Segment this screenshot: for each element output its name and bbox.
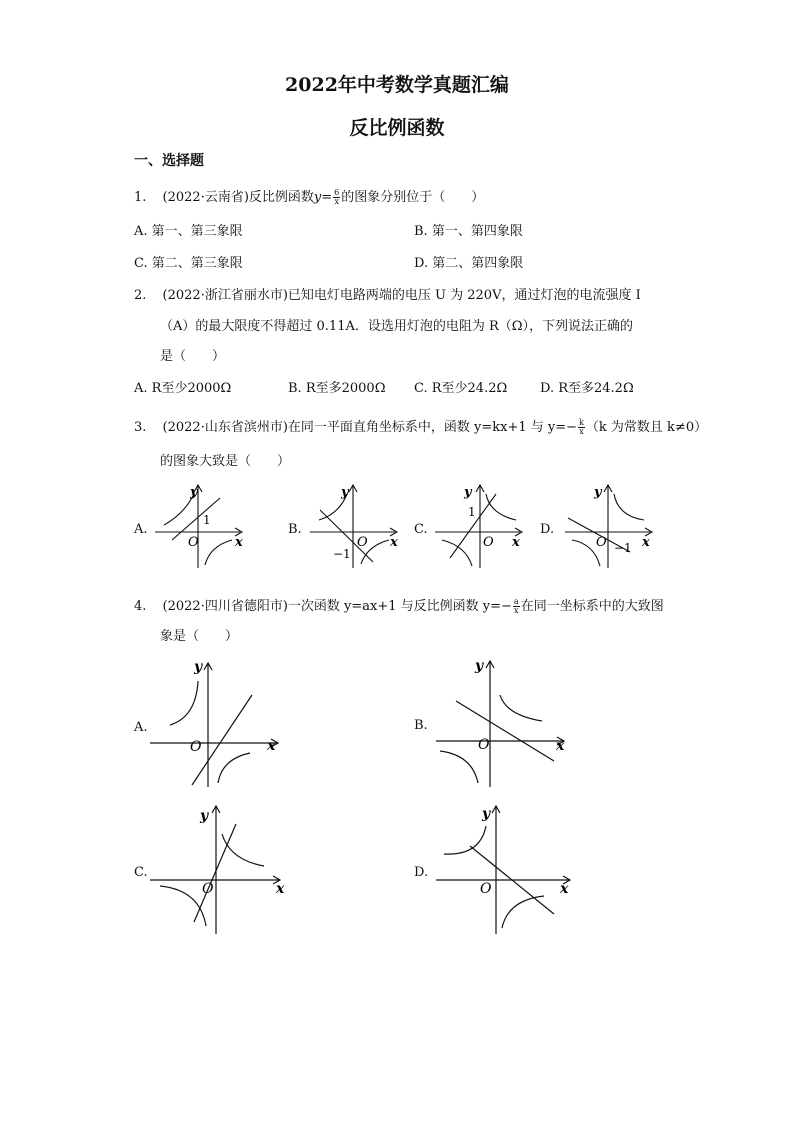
hyperbola-lower	[160, 886, 206, 926]
q3-frac-num: k	[579, 418, 584, 427]
q1-fraction	[333, 189, 340, 206]
y-label: y	[594, 485, 602, 500]
q3-option-c-label[interactable]: C.	[414, 522, 428, 537]
q1-frac-den: x	[334, 197, 339, 206]
q3-fraction	[578, 419, 585, 436]
q1-number: 1.	[134, 190, 147, 205]
hyperbola-upper	[222, 834, 264, 866]
q3-graph-c[interactable]	[430, 480, 530, 570]
hyperbola-lower	[440, 751, 478, 783]
q2-text-1: (2022·浙江省丽水市)已知电灯电路两端的电压 U 为 220V，通过灯泡的电流强度 I	[162, 288, 641, 303]
y-label: y	[190, 485, 198, 500]
origin-label: O	[188, 535, 199, 550]
q3-graph-a[interactable]	[150, 480, 250, 570]
hyperbola-lower	[442, 540, 472, 566]
x-label: x	[642, 535, 650, 550]
q2-line-3: 是（ ）	[160, 349, 226, 364]
intercept-label: 1	[468, 505, 476, 519]
q3-text-pre: (2022·山东省滨州市)在同一平面直角坐标系中，函数 y=kx+1 与 y=−	[162, 420, 578, 435]
q1-option-d[interactable]: D. 第二、第四象限	[414, 256, 524, 271]
origin-label: O	[190, 739, 202, 755]
q4-graph-c[interactable]	[150, 800, 290, 940]
hyperbola-upper	[486, 494, 516, 520]
q4-option-c-label[interactable]: C.	[134, 865, 148, 880]
q1-option-b[interactable]: B. 第一、第四象限	[414, 224, 523, 239]
origin-label: O	[480, 881, 492, 897]
q4-frac-num: a	[513, 597, 519, 606]
page-subtitle: 反比例函数	[349, 117, 445, 139]
y-label: y	[464, 485, 472, 500]
q4-option-d-label[interactable]: D.	[414, 865, 429, 880]
q4-text-post: 在同一坐标系中的大致图	[520, 599, 664, 614]
q2-option-c[interactable]: C. R至少24.2Ω	[414, 381, 508, 396]
q2-option-d[interactable]: D. R至多24.2Ω	[540, 381, 634, 396]
intercept-label: 1	[203, 513, 211, 527]
q4-option-a-label[interactable]: A.	[134, 720, 148, 735]
origin-label: O	[596, 535, 607, 550]
x-label: x	[390, 535, 398, 550]
q3-number: 3.	[134, 420, 147, 435]
hyperbola-lower	[218, 753, 250, 783]
q1-source: (2022·云南省)反比例函数	[162, 190, 314, 205]
q2-line-2: （A）的最大限度不得超过 0.11A．设选用灯泡的电阻为 R（Ω），下列说法正确的	[160, 319, 634, 334]
q3-graph-d[interactable]	[560, 480, 660, 570]
y-label: y	[194, 659, 203, 675]
hyperbola-lower	[205, 540, 232, 565]
q4-graph-a[interactable]	[150, 655, 290, 790]
q2-option-a[interactable]: A. R至少2000Ω	[134, 381, 232, 396]
y-label: y	[200, 808, 209, 824]
origin-label: O	[478, 737, 490, 753]
y-label: y	[341, 485, 349, 500]
q3-line-1	[134, 419, 707, 436]
q2-option-b[interactable]: B. R至多2000Ω	[288, 381, 386, 396]
q1-option-c[interactable]: C. 第二、第三象限	[134, 256, 243, 271]
q4-number: 4.	[134, 599, 147, 614]
q3-option-d-label[interactable]: D.	[540, 522, 555, 537]
q1-line	[134, 189, 484, 206]
q2-line-1	[134, 289, 641, 302]
q4-line-1	[134, 598, 664, 615]
q1-tail: 的图象分别位于（ ）	[341, 190, 485, 205]
hyperbola-upper	[444, 826, 486, 854]
q3-graph-b[interactable]	[305, 480, 405, 570]
page-title: 2022年中考数学真题汇编	[285, 74, 509, 96]
q4-text-pre: (2022·四川省德阳市)一次函数 y=ax+1 与反比例函数 y=−	[162, 599, 512, 614]
q3-option-a-label[interactable]: A.	[134, 522, 148, 537]
q3-frac-den: x	[579, 427, 584, 436]
q3-text-post: （k 为常数且 k≠0）	[585, 420, 708, 435]
hyperbola-upper	[614, 494, 644, 520]
q1-fn: y=	[313, 190, 333, 205]
line-graph	[172, 498, 220, 540]
q4-graph-d[interactable]	[430, 800, 575, 940]
q2-number: 2.	[134, 288, 147, 303]
q4-option-b-label[interactable]: B.	[414, 718, 428, 733]
intercept-label: −1	[333, 547, 351, 561]
q4-line-2: 象是（ ）	[160, 629, 239, 644]
x-label: x	[512, 535, 520, 550]
x-label: x	[556, 738, 565, 754]
section-heading: 一、选择题	[134, 153, 204, 169]
hyperbola-upper	[500, 695, 542, 721]
y-label: y	[482, 806, 491, 822]
origin-label: O	[202, 881, 214, 897]
q4-fraction	[513, 598, 520, 615]
y-label: y	[475, 658, 484, 674]
origin-label: O	[483, 535, 494, 550]
x-label: x	[560, 881, 569, 897]
x-label: x	[276, 881, 285, 897]
x-label: x	[267, 738, 276, 754]
q1-frac-num: 6	[334, 188, 340, 197]
line-graph	[194, 824, 236, 922]
hyperbola-upper	[170, 681, 198, 725]
x-label: x	[235, 535, 243, 550]
q1-option-a[interactable]: A. 第一、第三象限	[134, 224, 243, 239]
intercept-label: −1	[614, 541, 632, 555]
q3-option-b-label[interactable]: B.	[288, 522, 302, 537]
line-graph	[456, 701, 554, 761]
q3-line-2: 的图象大致是（ ）	[160, 454, 291, 469]
q4-frac-den: x	[514, 606, 519, 615]
origin-label: O	[357, 535, 368, 550]
q4-graph-b[interactable]	[430, 655, 570, 790]
